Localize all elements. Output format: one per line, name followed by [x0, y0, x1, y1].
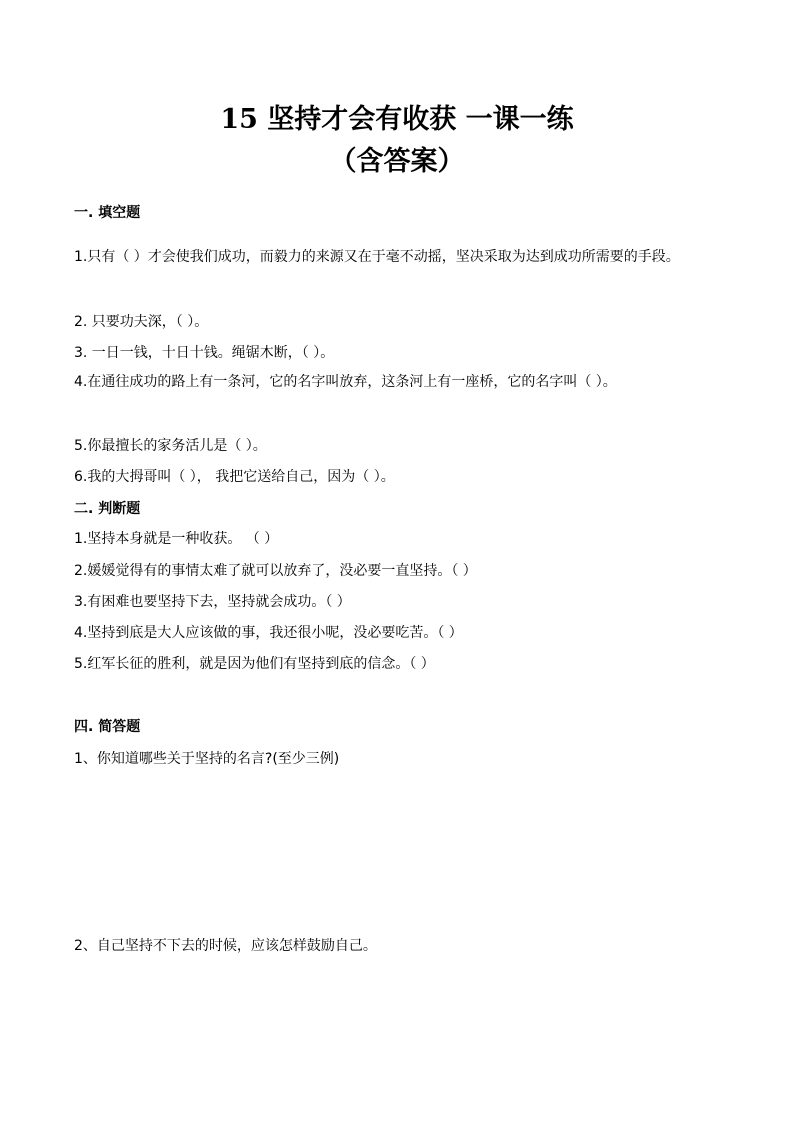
question-5: 5.红军长征的胜利，就是因为他们有坚持到底的信念。（ ） — [74, 656, 435, 672]
title-line-2: （含答案） — [329, 146, 465, 177]
question-5: 5.你最擅长的家务活儿是（ ）。 — [74, 438, 267, 454]
question-1: 1.坚持本身就是一种收获。 （ ） — [74, 531, 279, 547]
question-1: 1、你知道哪些关于坚持的名言?(至少三例) — [74, 751, 340, 767]
section-heading: 四. 简答题 — [74, 719, 141, 735]
question-4: 4.在通往成功的路上有一条河，它的名字叫放弃，这条河上有一座桥，它的名字叫（ ）。 — [74, 374, 617, 390]
question-2: 2、自己坚持不下去的时候，应该怎样鼓励自己。 — [74, 938, 377, 954]
question-1: 1.只有（ ）才会使我们成功，而毅力的来源又在于毫不动摇，坚决采取为达到成功所需要的手段。 — [74, 249, 680, 265]
question-4: 4.坚持到底是大人应该做的事，我还很小呢，没必要吃苦。（ ） — [74, 625, 463, 641]
question-3: 3.有困难也要坚持下去，坚持就会成功。（ ） — [74, 594, 351, 610]
question-6: 6.我的大拇哥叫（ ）， 我把它送给自己，因为（ ）。 — [74, 469, 395, 485]
question-2: 2. 只要功夫深，（ ）。 — [74, 314, 209, 330]
title-line-1: 15 坚持才会有收获 一课一练 — [220, 104, 574, 135]
question-3: 3. 一日一钱，十日十钱。绳锯木断，（ ）。 — [74, 345, 335, 361]
question-2: 2.媛媛觉得有的事情太难了就可以放弃了，没必要一直坚持。（ ） — [74, 563, 477, 579]
section-heading: 二. 判断题 — [74, 501, 141, 517]
section-heading: 一. 填空题 — [74, 205, 141, 221]
